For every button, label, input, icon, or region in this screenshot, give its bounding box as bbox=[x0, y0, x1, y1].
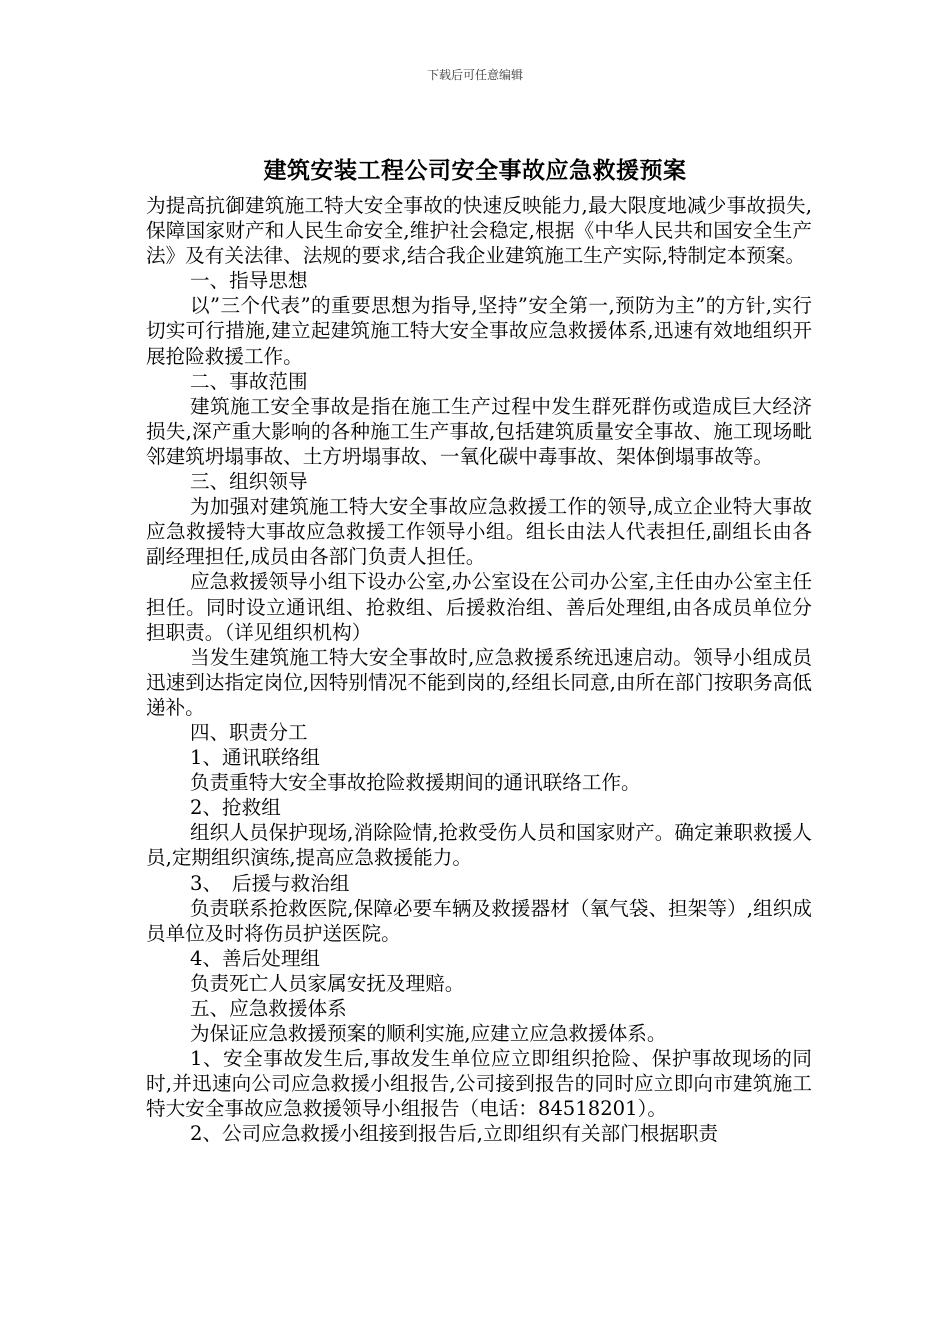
paragraph: 为提高抗御建筑施工特大安全事故的快速反映能力,最大限度地减少事故损失,保障国家财产和人民生命安全,维护社会稳定,根据《中华人民共和国安全生产法》及有关法律、法规的要求,结合我企业建筑施工生产实际,特制定本预案。 bbox=[146, 194, 812, 268]
paragraph: 组织人员保护现场,消除险情,抢救受伤人员和国家财产。确定兼职救援人员,定期组织演练,提高应急救援能力。 bbox=[146, 821, 812, 870]
document-title: 建筑安装工程公司安全事故应急救援预案 bbox=[263, 157, 687, 184]
section-heading: 3、 后援与救治组 bbox=[190, 871, 350, 895]
section-heading: 2、抢救组 bbox=[190, 796, 281, 820]
paragraph: 负责联系抢救医院,保障必要车辆及救援器材（氧气袋、担架等）,组织成员单位及时将伤员护送医院。 bbox=[146, 896, 812, 945]
header-note: 下载后可任意编辑 bbox=[426, 68, 523, 82]
paragraph: 建筑施工安全事故是指在施工生产过程中发生群死群伤或造成巨大经济损失,深产重大影响的各种施工生产事故,包括建筑质量安全事故、施工现场毗邻建筑坍塌事故、土方坍塌事故、一氧化碳中毒事故、架体倒塌事故等。 bbox=[146, 394, 812, 468]
section-heading: 四、职责分工 bbox=[190, 720, 308, 744]
paragraph: 为保证应急救援预案的顺利实施,应建立应急救援体系。 bbox=[190, 1022, 667, 1046]
paragraph: 负责重特大安全事故抢险救援期间的通讯联络工作。 bbox=[190, 771, 641, 795]
document-body bbox=[146, 193, 812, 1147]
section-heading: 五、应急救援体系 bbox=[190, 997, 347, 1020]
paragraph: 负责死亡人员家属安抚及理赔。 bbox=[190, 971, 465, 995]
section-heading: 1、通讯联络组 bbox=[190, 746, 321, 770]
paragraph: 1、安全事故发生后,事故发生单位应立即组织抢险、保护事故现场的同时,并迅速向公司应急救援小组报告,公司接到报告的同时应立即向市建筑施工特大安全事故应急救援领导小组报告（电话：84518201）。 bbox=[146, 1047, 812, 1121]
paragraph: 当发生建筑施工特大安全事故时,应急救援系统迅速启动。领导小组成员迅速到达指定岗位,因特别情况不能到岗的,经组长同意,由所在部门按职务高低递补。 bbox=[146, 645, 812, 719]
section-heading: 三、组织领导 bbox=[190, 470, 308, 494]
paragraph: 为加强对建筑施工特大安全事故应急救援工作的领导,成立企业特大事故应急救援特大事故应急救援工作领导小组。组长由法人代表担任,副组长由各副经理担任,成员由各部门负责人担任。 bbox=[146, 495, 812, 569]
section-heading: 一、指导思想 bbox=[190, 269, 308, 293]
paragraph: 应急救援领导小组下设办公室,办公室设在公司办公室,主任由办公室主任担任。同时设立通讯组、抢救组、后援救治组、善后处理组,由各成员单位分担职责。（详见组织机构） bbox=[146, 570, 812, 644]
paragraph: 2、公司应急救援小组接到报告后,立即组织有关部门根据职责 bbox=[190, 1122, 719, 1146]
section-heading: 4、善后处理组 bbox=[190, 946, 321, 970]
paragraph: 以”三个代表”的重要思想为指导,坚持”安全第一,预防为主”的方针,实行切实可行措施,建立起建筑施工特大安全事故应急救援体系,迅速有效地组织开展抢险救援工作。 bbox=[146, 294, 812, 368]
section-heading: 二、事故范围 bbox=[190, 369, 308, 393]
